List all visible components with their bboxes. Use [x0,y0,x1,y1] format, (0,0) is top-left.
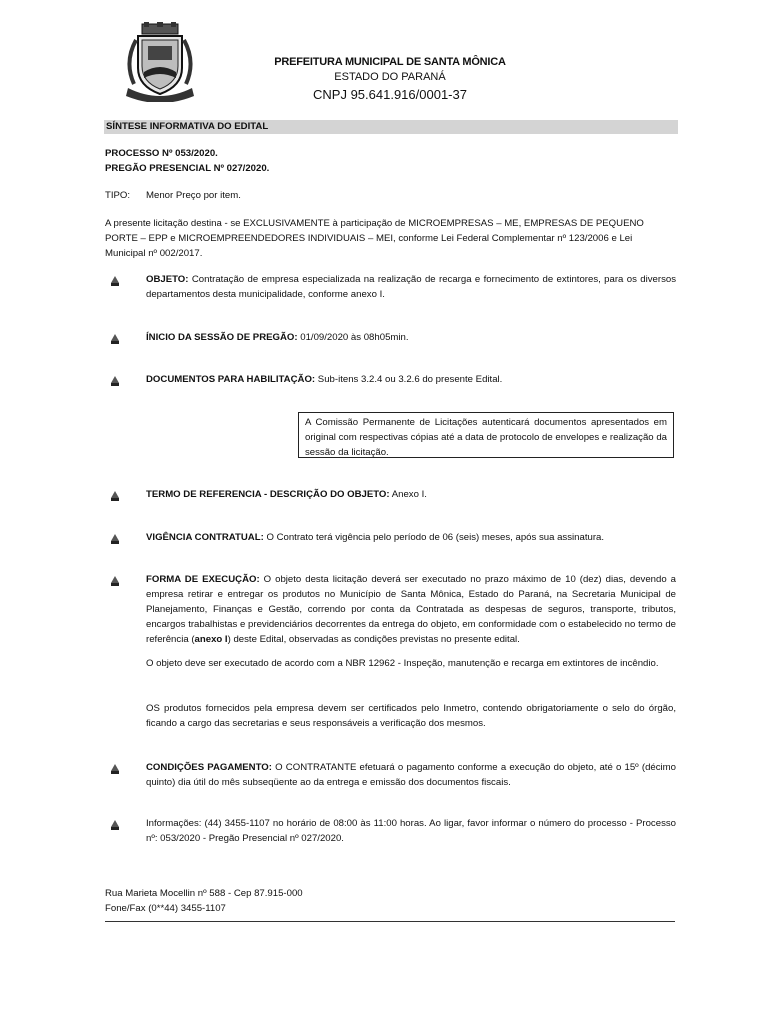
processo-number: PROCESSO Nº 053/2020. [105,148,218,159]
tipo-label: TIPO: [105,190,131,201]
bullet-icon [110,334,120,344]
header-title: PREFEITURA MUNICIPAL DE SANTA MÔNICA [274,56,506,68]
item-condicoes-pagamento: CONDIÇÕES PAGAMENTO: O CONTRATANTE efetuará o pagamento conforme a execução do objeto, até o 15º (décimo quinto) dia útil do mês subseqüente ao da entrega e emissão dos documentos fiscais. [146,762,676,788]
item-forma-execucao: FORMA DE EXECUÇÃO: O objeto desta licitação deverá ser executado no prazo máximo de 10 (dez) dias, devendo a empresa retirar e entregar os produtos no Município de Santa Mônica, Estado do Paraná, na Secretaria Municipal de Planejamento, Finanças e Gestão, correndo por conta da Contratada as despesas de seguros, transporte, tributos, encargos trabalhistas e previdenciários decorrentes da entrega do objeto, em conformidade com o estabelecido no termo de referência (anexo I) deste Edital, observadas as condições previstas no presente edital. [146,574,676,645]
footer-phone: Fone/Fax (0**44) 3455-1107 [105,903,226,914]
pregao-number: PREGÃO PRESENCIAL Nº 027/2020. [105,163,270,174]
bullet-icon [110,376,120,386]
item-vigencia: VIGÊNCIA CONTRATUAL: O Contrato terá vigência pelo período de 06 (seis) meses, após sua assinatura. [146,532,605,543]
tipo-value: Menor Preço por item. [146,190,241,201]
item-inicio-sessao: ÍNICIO DA SESSÃO DE PREGÃO: 01/09/2020 às 08h05min. [146,332,409,343]
footer-divider [105,921,675,922]
bullet-icon [110,491,120,501]
header-state: ESTADO DO PARANÁ [334,71,446,83]
item-termo-referencia: TERMO DE REFERENCIA - DESCRIÇÃO DO OBJETO: Anexo I. [146,489,427,500]
forma-execucao-inmetro: OS produtos fornecidos pela empresa devem ser certificados pelo Inmetro, contendo obrigatoriamente o selo do órgão, ficando a cargo das secretarias e seus responsáveis a verificação dos mesmos. [146,703,676,729]
forma-execucao-nbr: O objeto deve ser executado de acordo com a NBR 12962 - Inspeção, manutenção e recarga em extintores de incêndio. [146,658,659,669]
bullet-icon [110,764,120,774]
header-cnpj: CNPJ 95.641.916/0001-37 [313,87,467,102]
section-band: SÍNTESE INFORMATIVA DO EDITAL [104,120,678,134]
bullet-icon [110,576,120,586]
bullet-icon [110,276,120,286]
intro-paragraph: A presente licitação destina - se EXCLUSIVAMENTE à participação de MICROEMPRESAS – ME, EMPRESAS DE PEQUENO PORTE – EPP e MICROEMPREENDEDORES INDIVIDUAIS – MEI, conforme Lei Federal Complementar nº 123/2006 e Lei Municipal nº 002/2017. [105,218,644,259]
footer-address: Rua Marieta Mocellin nº 588 - Cep 87.915-000 [105,888,303,899]
bullet-icon [110,820,120,830]
municipal-coat-of-arms [122,22,198,102]
item-objeto: OBJETO: Contratação de empresa especializada na realização de recarga e fornecimento de extintores, para os diversos departamentos desta municipalidade, conforme anexo I. [146,274,676,300]
notice-box: A Comissão Permanente de Licitações autenticará documentos apresentados em original com respectivas cópias até a data de protocolo de envelopes e realização da sessão da licitação. [298,412,674,458]
item-informacoes: Informações: (44) 3455-1107 no horário de 08:00 às 11:00 horas. Ao ligar, favor informar o número do processo - Processo nº: 053/2020 - Pregão Presencial nº 027/2020. [146,818,676,844]
item-documentos: DOCUMENTOS PARA HABILITAÇÃO: Sub-itens 3.2.4 ou 3.2.6 do presente Edital. [146,374,503,385]
bullet-icon [110,534,120,544]
